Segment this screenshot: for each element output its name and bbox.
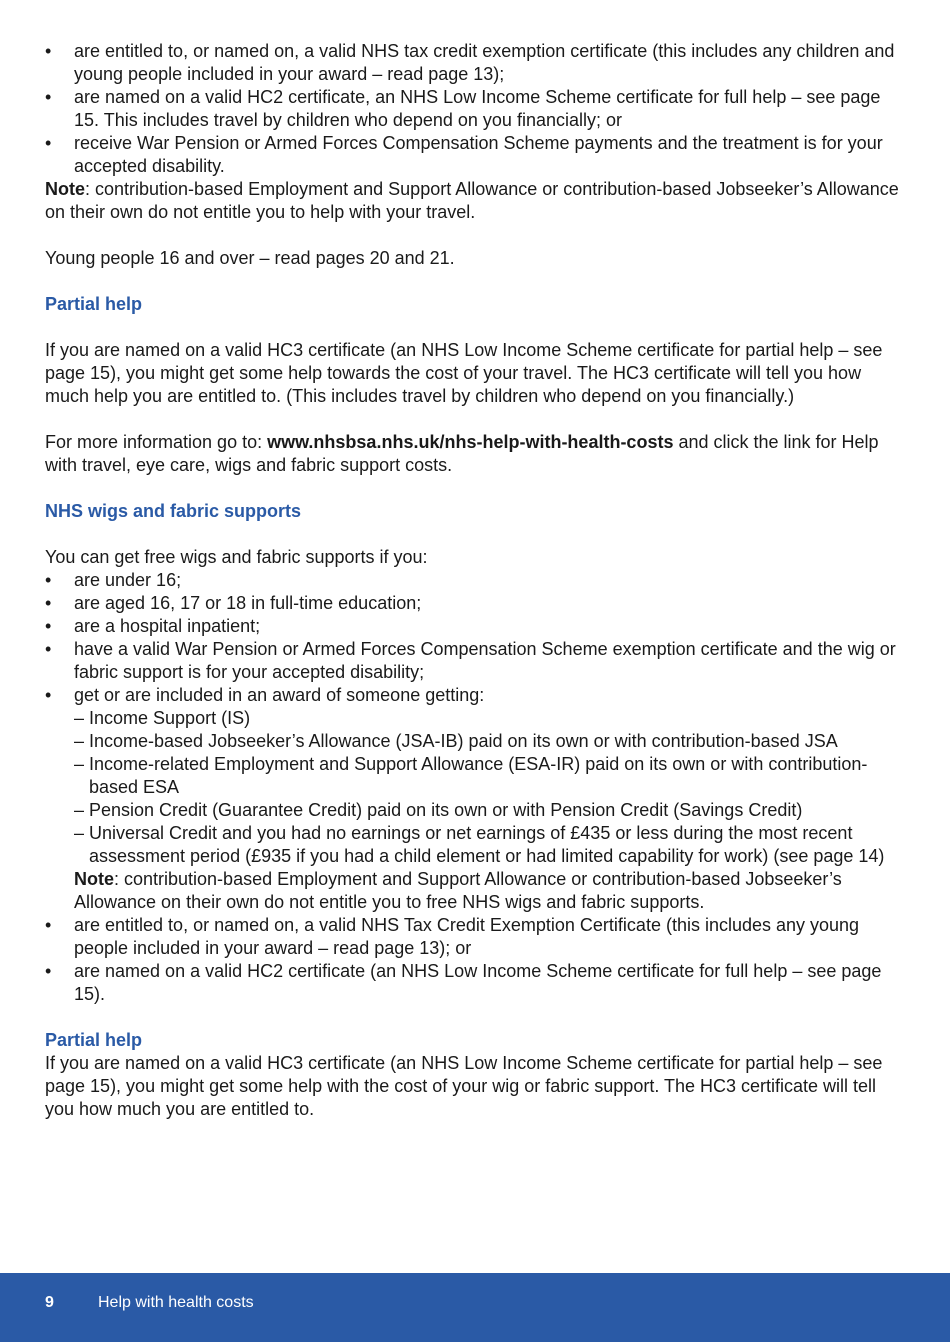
note-text: : contribution-based Employment and Support Allowance or contribution-based Jobseeker’s Allowance on their own do not entitle you to free NHS wigs and fabric supports. bbox=[74, 869, 842, 912]
list-item: • are under 16; bbox=[45, 569, 910, 592]
list-item: • are entitled to, or named on, a valid NHS Tax Credit Exemption Certificate (this includes any young people included in your award – read page 13); or bbox=[45, 914, 910, 960]
partial-help-heading: Partial help bbox=[45, 1030, 143, 1050]
partial-help-wigs-text: If you are named on a valid HC3 certificate (an NHS Low Income Scheme certificate for partial help – see page 15), you might get some help with the cost of your wig or fabric support. The HC3 certificate will tell you how much you are entitled to. bbox=[45, 1053, 883, 1119]
list-item: • are named on a valid HC2 certificate, an NHS Low Income Scheme certificate for full help – see page 15. This includes travel by children who depend on you financially; or bbox=[45, 86, 910, 132]
more-info-prefix: For more information go to: bbox=[45, 432, 268, 452]
partial-help-heading: Partial help bbox=[45, 294, 143, 314]
page-footer bbox=[0, 1273, 950, 1342]
list-item: • are a hospital inpatient; bbox=[45, 615, 910, 638]
list-item bbox=[45, 684, 910, 914]
sublist-item: – Income-related Employment and Support Allowance (ESA-IR) paid on its own or with contribution-based ESA bbox=[74, 753, 910, 799]
sublist-item: – Pension Credit (Guarantee Credit) paid on its own or with Pension Credit (Savings Credit) bbox=[74, 799, 910, 822]
list-item-text: get or are included in an award of someone getting: bbox=[74, 685, 485, 705]
sublist-item: – Universal Credit and you had no earnings or net earnings of £435 or less during the most recent assessment period (£935 if you had a child element or had limited capability for work) (see page 14) bbox=[74, 822, 910, 868]
page-content bbox=[45, 40, 910, 1121]
nhsbsa-link[interactable]: www.nhsbsa.nhs.uk/nhs-help-with-health-costs bbox=[267, 432, 674, 452]
partial-help-travel-text: If you are named on a valid HC3 certificate (an NHS Low Income Scheme certificate for partial help – see page 15), you might get some help towards the cost of your travel. The HC3 certificate will tell you how much help you are entitled to. (This includes travel by children who depend on you financially.) bbox=[45, 340, 883, 406]
sublist-item: – Income-based Jobseeker’s Allowance (JSA-IB) paid on its own or with contribution-based JSA bbox=[74, 730, 910, 753]
wigs-intro: You can get free wigs and fabric supports if you: bbox=[45, 547, 428, 567]
benefits-sublist bbox=[74, 707, 910, 868]
young-people-text: Young people 16 and over – read pages 20 and 21. bbox=[45, 248, 455, 268]
wigs-heading: NHS wigs and fabric supports bbox=[45, 501, 302, 521]
list-item: • are aged 16, 17 or 18 in full-time education; bbox=[45, 592, 910, 615]
list-item: • have a valid War Pension or Armed Forces Compensation Scheme exemption certificate and the wig or fabric support is for your accepted disability; bbox=[45, 638, 910, 684]
list-item: • are entitled to, or named on, a valid NHS tax credit exemption certificate (this includes any children and young people included in your award – read page 13); bbox=[45, 40, 910, 86]
sublist-item: – Income Support (IS) bbox=[74, 707, 910, 730]
travel-eligibility-list bbox=[45, 40, 910, 178]
travel-note bbox=[45, 178, 910, 224]
more-info-text bbox=[45, 431, 910, 477]
footer-title: Help with health costs bbox=[98, 1294, 254, 1311]
list-item: • receive War Pension or Armed Forces Compensation Scheme payments and the treatment is for your accepted disability. bbox=[45, 132, 910, 178]
list-item: • are named on a valid HC2 certificate (an NHS Low Income Scheme certificate for full help – see page 15). bbox=[45, 960, 910, 1006]
note-label: Note bbox=[74, 869, 114, 889]
page-number: 9 bbox=[45, 1294, 54, 1311]
note-label: Note bbox=[45, 179, 85, 199]
note-text: : contribution-based Employment and Support Allowance or contribution-based Jobseeker’s Allowance on their own do not entitle you to help with your travel. bbox=[45, 179, 899, 222]
wigs-eligibility-list bbox=[45, 569, 910, 1006]
wigs-note bbox=[74, 868, 910, 914]
more-info-suffix: and click the link for Help with travel, eye care, wigs and fabric support costs. bbox=[45, 432, 879, 475]
